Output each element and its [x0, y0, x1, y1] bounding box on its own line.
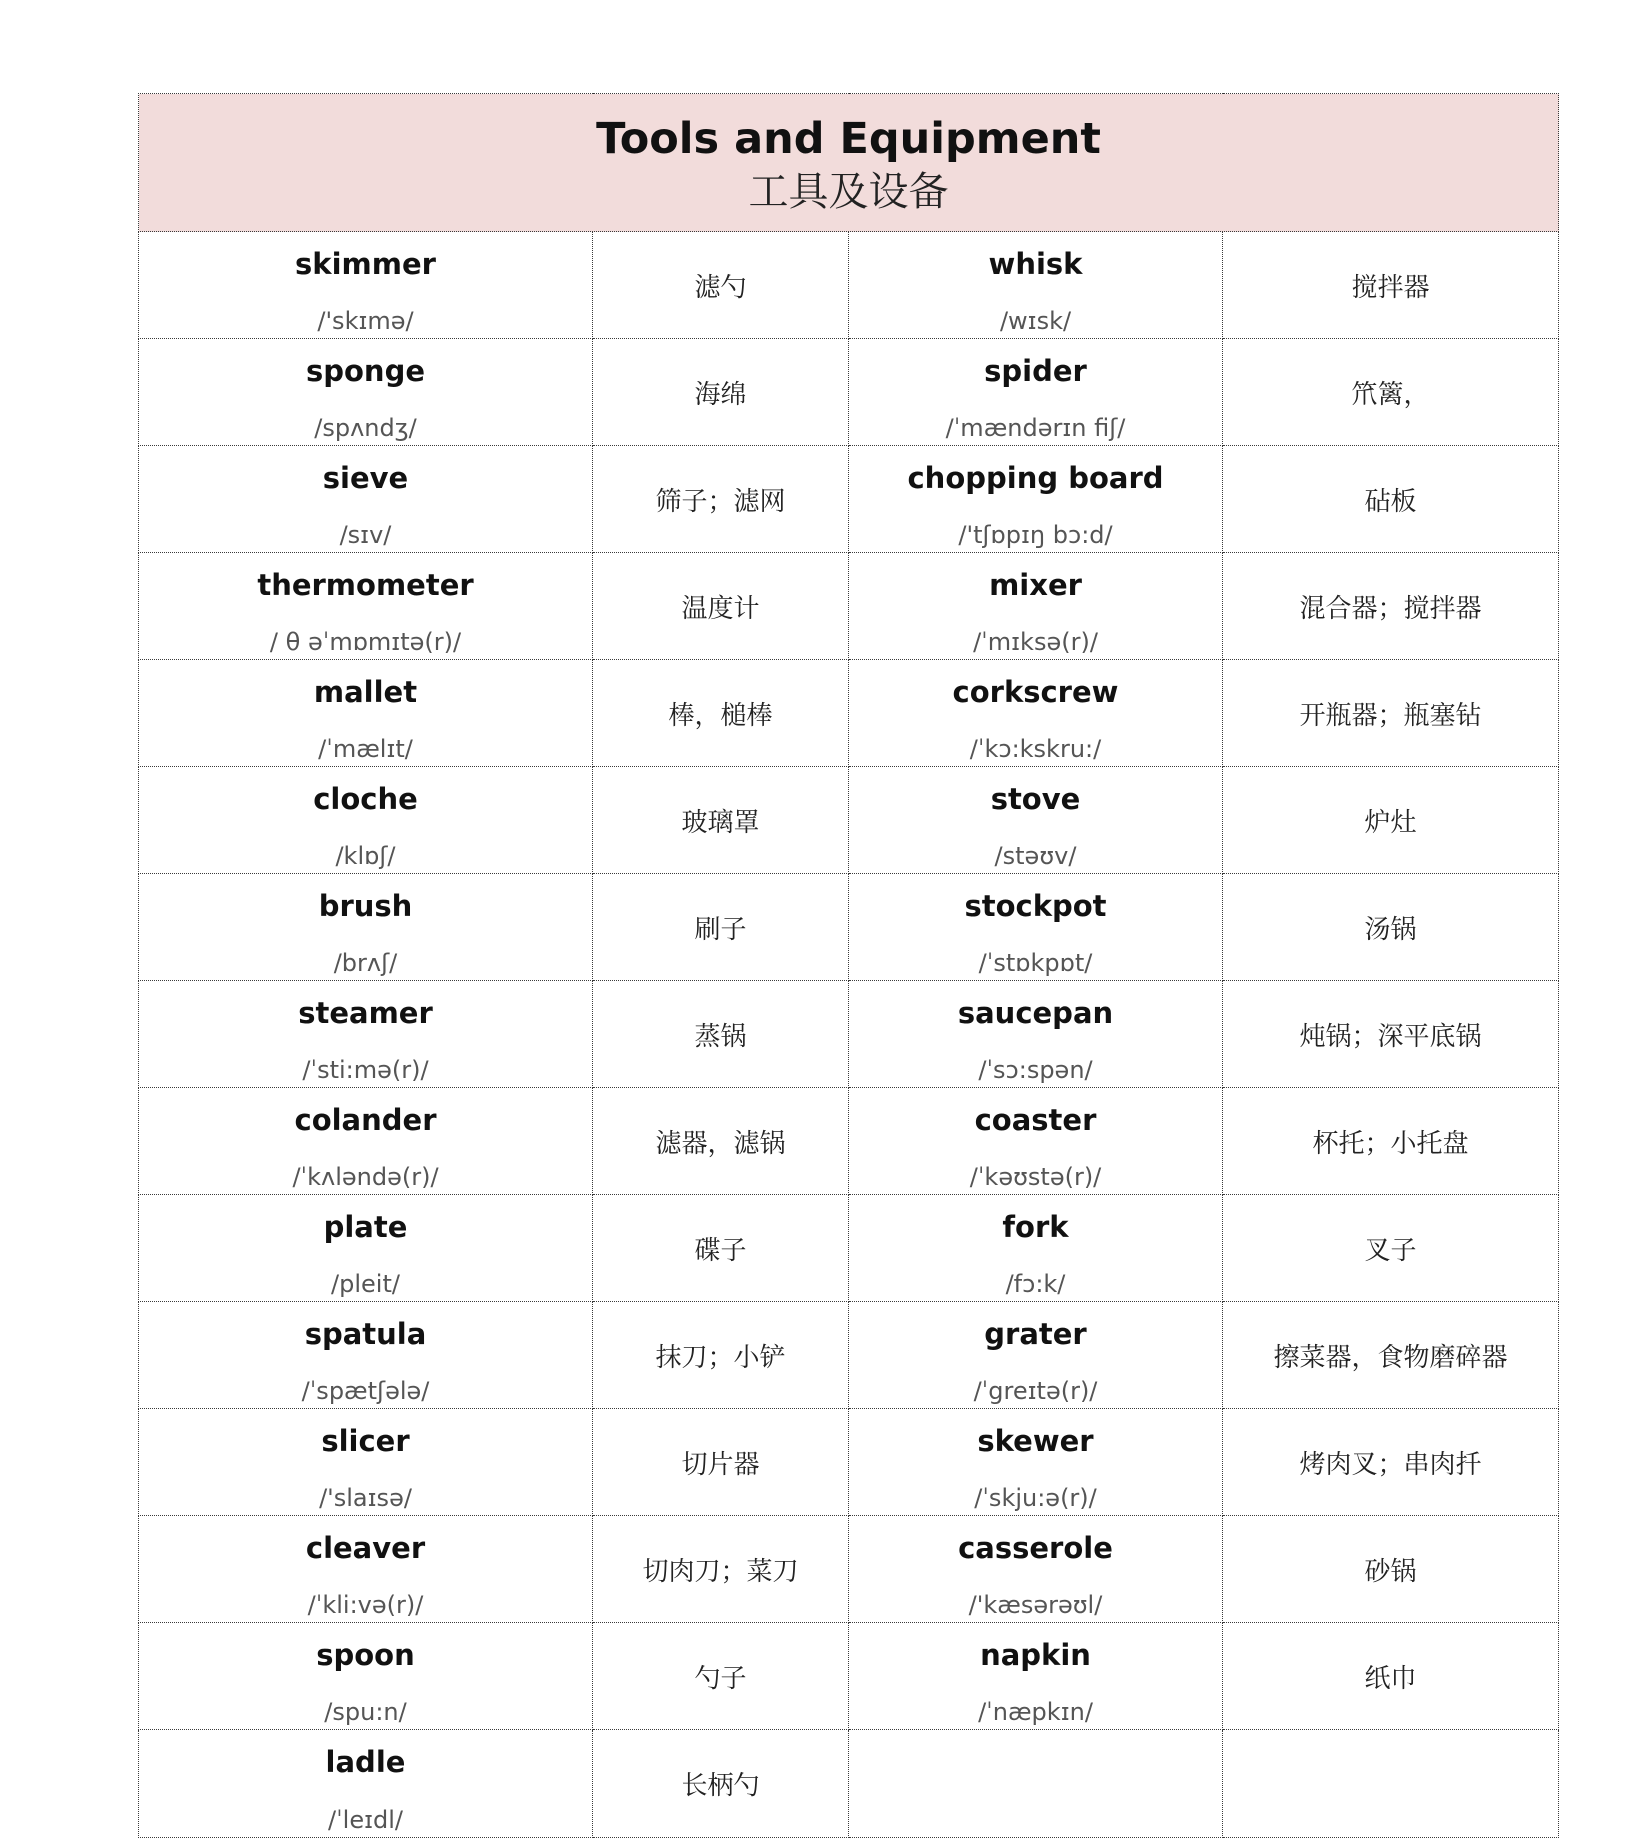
word-cell	[139, 553, 593, 660]
translation-cell	[593, 339, 849, 446]
chinese-translation: 抹刀；小铲	[655, 1342, 786, 1373]
chinese-translation: 长柄勺	[681, 1771, 760, 1801]
translation-cell	[593, 660, 849, 767]
english-word: grater	[984, 1317, 1087, 1351]
translation-cell	[1223, 874, 1559, 981]
word-cell	[849, 1088, 1223, 1195]
chinese-translation: 切肉刀；菜刀	[642, 1556, 799, 1587]
translation-cell	[593, 874, 849, 981]
phonetic: /ˈkɔ:kskru:/	[969, 735, 1102, 763]
english-word: casserole	[958, 1531, 1113, 1565]
english-word: mixer	[989, 568, 1082, 602]
chinese-translation: 纸巾	[1364, 1663, 1417, 1694]
chinese-translation: 棒，槌棒	[668, 700, 773, 731]
table-row	[139, 1195, 1559, 1302]
title-cell	[139, 94, 1559, 232]
english-word: slicer	[321, 1424, 410, 1458]
translation-cell	[1223, 232, 1559, 339]
chinese-translation: 炉灶	[1364, 807, 1417, 838]
word-cell	[139, 232, 593, 339]
phonetic: /spu:n/	[324, 1698, 407, 1726]
table-row	[139, 232, 1559, 339]
english-word: fork	[1002, 1210, 1069, 1244]
chinese-translation: 蒸锅	[694, 1021, 747, 1052]
word-cell	[139, 874, 593, 981]
phonetic: /ˈmændərɪn fiʃ/	[945, 414, 1126, 442]
english-word: sponge	[305, 354, 426, 388]
phonetic: /'tʃɒpɪŋ bɔ:d/	[958, 521, 1113, 549]
chinese-translation: 碟子	[694, 1235, 747, 1266]
translation-cell	[593, 1302, 849, 1409]
word-cell	[139, 1623, 593, 1730]
phonetic: /ˈkʌləndə(r)/	[292, 1163, 439, 1191]
table-row	[139, 1302, 1559, 1409]
phonetic: /ˈmɪksə(r)/	[973, 628, 1098, 656]
translation-cell	[593, 1730, 849, 1838]
word-cell	[849, 339, 1223, 446]
chinese-translation: 擦菜器，食物磨碎器	[1273, 1342, 1508, 1373]
english-word: brush	[318, 889, 413, 923]
phonetic: /'kæsərəʊl/	[968, 1591, 1103, 1619]
table-row	[139, 874, 1559, 981]
phonetic: /wɪsk/	[999, 307, 1072, 335]
chinese-translation: 炖锅；深平底锅	[1299, 1021, 1482, 1052]
translation-cell	[1223, 553, 1559, 660]
english-word: cleaver	[305, 1531, 426, 1565]
word-cell	[139, 660, 593, 767]
phonetic: /ˈkli:və(r)/	[307, 1591, 424, 1619]
chinese-translation: 开瓶器；瓶塞钻	[1299, 700, 1482, 731]
translation-cell	[593, 1195, 849, 1302]
translation-cell	[593, 553, 849, 660]
phonetic: /ˈgreɪtə(r)/	[973, 1377, 1098, 1405]
english-word: skimmer	[295, 247, 436, 281]
chinese-translation: 搅拌器	[1351, 272, 1430, 303]
word-cell	[139, 339, 593, 446]
english-word: chopping board	[907, 461, 1164, 495]
phonetic: /pleit/	[331, 1270, 400, 1298]
chinese-translation: 勺子	[694, 1663, 747, 1694]
translation-cell	[1223, 1409, 1559, 1516]
chinese-translation: 笊篱，	[1351, 379, 1430, 410]
word-cell	[849, 981, 1223, 1088]
translation-cell	[1223, 1516, 1559, 1623]
english-word: spoon	[316, 1638, 415, 1672]
phonetic: /ˈskju:ə(r)/	[974, 1484, 1097, 1512]
title-row	[139, 94, 1559, 232]
english-word: sieve	[322, 461, 409, 495]
chinese-translation: 筛子；滤网	[655, 486, 786, 517]
table-row	[139, 981, 1559, 1088]
chinese-translation: 砧板	[1364, 486, 1417, 517]
english-word: spider	[984, 354, 1087, 388]
table-row	[139, 1623, 1559, 1730]
word-cell	[139, 1730, 593, 1838]
phonetic: / θ əˈmɒmɪtə(r)/	[269, 628, 462, 656]
translation-cell	[1223, 446, 1559, 553]
word-cell	[849, 1623, 1223, 1730]
translation-cell	[1223, 767, 1559, 874]
chinese-translation: 砂锅	[1364, 1556, 1417, 1587]
english-word: saucepan	[957, 996, 1114, 1030]
english-word: ladle	[325, 1745, 406, 1779]
table-row	[139, 767, 1559, 874]
translation-cell	[593, 1516, 849, 1623]
word-cell	[849, 446, 1223, 553]
word-cell	[849, 767, 1223, 874]
word-cell	[139, 981, 593, 1088]
table-row	[139, 1516, 1559, 1623]
english-word: spatula	[304, 1317, 427, 1351]
phonetic: /stəʊv/	[994, 842, 1077, 870]
english-word: stove	[990, 782, 1081, 816]
table-row	[139, 446, 1559, 553]
english-word: skewer	[977, 1424, 1094, 1458]
word-cell	[139, 1088, 593, 1195]
table-row	[139, 1409, 1559, 1516]
translation-cell	[1223, 1195, 1559, 1302]
phonetic: /'skɪmə/	[317, 307, 414, 335]
phonetic: /spʌndʒ/	[314, 414, 417, 442]
phonetic: /ˈstɒkpɒt/	[978, 949, 1093, 977]
word-cell	[849, 553, 1223, 660]
empty-translation-cell	[1223, 1730, 1559, 1838]
phonetic: /klɒʃ/	[335, 842, 396, 870]
english-word: coaster	[974, 1103, 1097, 1137]
word-cell	[849, 1516, 1223, 1623]
english-word: cloche	[313, 782, 418, 816]
word-cell	[139, 1302, 593, 1409]
chinese-translation: 海绵	[694, 379, 747, 410]
word-cell	[139, 446, 593, 553]
chinese-translation: 杯托；小托盘	[1312, 1128, 1469, 1159]
vocabulary-table	[138, 93, 1559, 1838]
translation-cell	[1223, 339, 1559, 446]
word-cell	[139, 767, 593, 874]
title-chinese: 工具及设备	[748, 168, 949, 215]
translation-cell	[593, 981, 849, 1088]
phonetic: /sɪv/	[339, 521, 392, 549]
translation-cell	[593, 1088, 849, 1195]
word-cell	[139, 1195, 593, 1302]
translation-cell	[1223, 1088, 1559, 1195]
word-cell	[849, 232, 1223, 339]
chinese-translation: 切片器	[681, 1449, 760, 1480]
table-row	[139, 1730, 1559, 1838]
english-word: corkscrew	[952, 675, 1119, 709]
chinese-translation: 叉子	[1364, 1235, 1417, 1266]
translation-cell	[593, 1623, 849, 1730]
title-english: Tools and Equipment	[596, 113, 1101, 164]
chinese-translation: 汤锅	[1364, 914, 1417, 945]
phonetic: /ˈspætʃələ/	[301, 1377, 430, 1405]
table-row	[139, 1088, 1559, 1195]
table-row	[139, 339, 1559, 446]
english-word: colander	[294, 1103, 437, 1137]
translation-cell	[1223, 1302, 1559, 1409]
table-row	[139, 660, 1559, 767]
english-word: steamer	[298, 996, 433, 1030]
phonetic: /ˈkəʊstə(r)/	[969, 1163, 1102, 1191]
empty-word-cell	[849, 1730, 1223, 1838]
translation-cell	[593, 767, 849, 874]
phonetic: /ˈsɔ:spən/	[978, 1056, 1093, 1084]
word-cell	[849, 1195, 1223, 1302]
phonetic: /ˈmælɪt/	[318, 735, 413, 763]
english-word: plate	[323, 1210, 408, 1244]
phonetic: /ˈnæpkɪn/	[978, 1698, 1093, 1726]
phonetic: /'slaɪsə/	[319, 1484, 412, 1512]
english-word: mallet	[313, 675, 418, 709]
phonetic: /ˈleɪdl/	[327, 1806, 404, 1834]
phonetic: /ˈsti:mə(r)/	[302, 1056, 429, 1084]
chinese-translation: 混合器；搅拌器	[1299, 593, 1482, 624]
translation-cell	[1223, 981, 1559, 1088]
phonetic: /brʌʃ/	[333, 949, 398, 977]
english-word: stockpot	[964, 889, 1107, 923]
english-word: thermometer	[257, 568, 474, 602]
chinese-translation: 滤器，滤锅	[655, 1128, 786, 1159]
translation-cell	[1223, 660, 1559, 767]
word-cell	[849, 1302, 1223, 1409]
translation-cell	[593, 232, 849, 339]
word-cell	[849, 1409, 1223, 1516]
translation-cell	[593, 446, 849, 553]
translation-cell	[1223, 1623, 1559, 1730]
phonetic: /fɔ:k/	[1005, 1270, 1066, 1298]
chinese-translation: 刷子	[694, 914, 747, 945]
table-row	[139, 553, 1559, 660]
chinese-translation: 滤勺	[694, 272, 747, 303]
chinese-translation: 温度计	[681, 593, 760, 624]
chinese-translation: 玻璃罩	[681, 807, 760, 838]
word-cell	[849, 874, 1223, 981]
english-word: whisk	[988, 247, 1083, 281]
word-cell	[849, 660, 1223, 767]
english-word: napkin	[980, 1638, 1091, 1672]
chinese-translation: 烤肉叉；串肉扦	[1299, 1449, 1482, 1480]
translation-cell	[593, 1409, 849, 1516]
word-cell	[139, 1516, 593, 1623]
word-cell	[139, 1409, 593, 1516]
